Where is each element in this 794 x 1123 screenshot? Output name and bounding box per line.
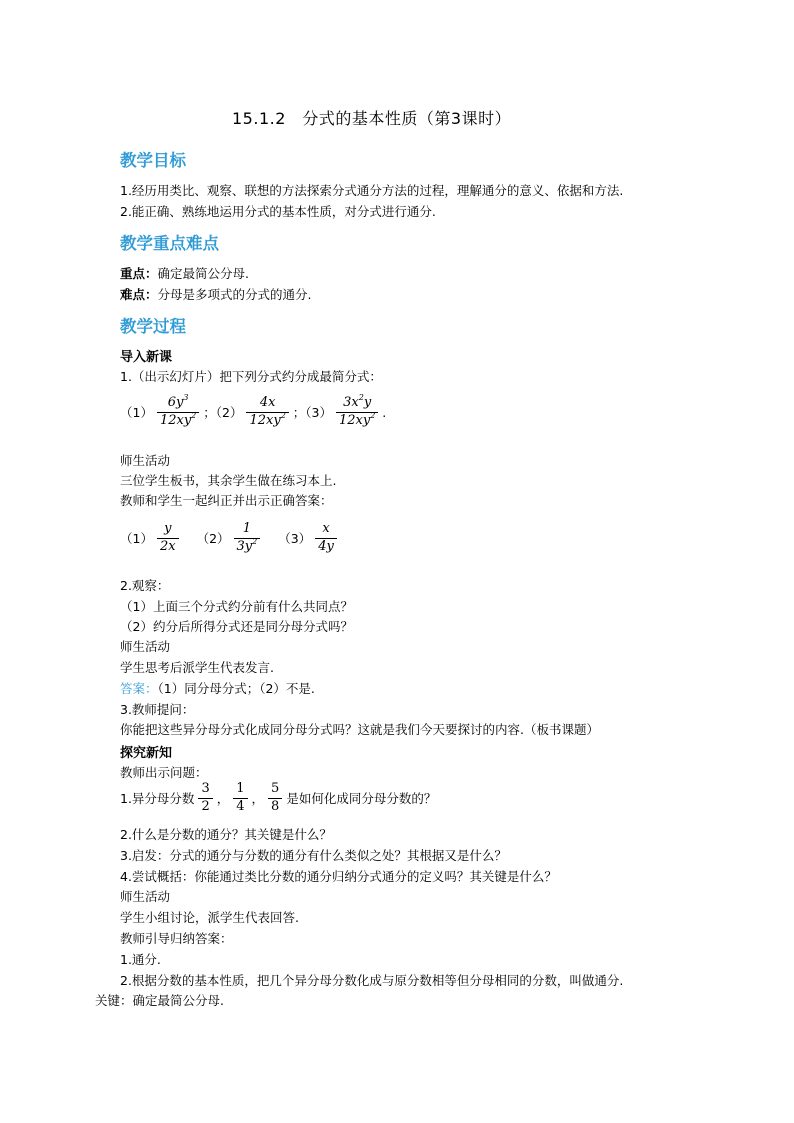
number-fraction-3: $\frac{5}{8}$ xyxy=(268,782,282,815)
fraction-1: $\frac{6y^3}{12xy^2}$ xyxy=(157,396,199,429)
activity-line-b: 教师和学生一起纠正并出示正确答案： xyxy=(120,493,333,508)
key-label: 重点： xyxy=(120,266,158,281)
question-2-b: （2）约分后所得分式还是同分母分式吗？ xyxy=(120,619,353,634)
question-2-a: （1）上面三个分式约分前有什么共同点？ xyxy=(120,599,353,614)
activity-line-e: 教师引导归纳答案： xyxy=(120,931,233,946)
goal-item-1: 1.经历用类比、观察、联想的方法探索分式通分方法的过程，理解通分的意义、依据和方法. xyxy=(120,183,624,198)
explore-line-show: 教师出示问题： xyxy=(120,765,208,780)
activity-line-d: 学生小组讨论，派学生代表回答. xyxy=(120,910,299,925)
diff-label: 难点： xyxy=(120,287,158,302)
fraction-end: . xyxy=(382,404,387,420)
answer-fraction-1: $\frac{y}{2x}$ xyxy=(157,522,179,555)
explore-q1-prefix: 1.异分母分数 xyxy=(120,791,195,807)
goal-item-2: 2.能正确、熟练地运用分式的基本性质，对分式进行通分. xyxy=(120,204,436,219)
separator-3: ；（3） xyxy=(292,405,332,421)
intro-question-1: 1.（出示幻灯片）把下列分式约分成最简分式： xyxy=(120,369,382,384)
result-1: 1.通分. xyxy=(120,952,161,967)
subheading-explore: 探究新知 xyxy=(120,746,173,761)
answers-row xyxy=(120,522,341,555)
explore-q1-suffix: 是如何化成同分母分数的？ xyxy=(286,791,437,807)
activity-line-a: 三位学生板书，其余学生做在练习本上. xyxy=(120,473,337,488)
diff-text: 分母是多项式的分式的通分. xyxy=(157,287,312,302)
question-3-text: 你能把这些异分母分式化成同分母分式吗？这就是我们今天要探讨的内容.（板书课题） xyxy=(120,722,599,737)
number-fraction-2: $\frac{1}{4}$ xyxy=(233,782,247,815)
key-text: 确定最简公分母. xyxy=(157,266,249,281)
answer-line xyxy=(120,679,315,697)
explore-question-1 xyxy=(120,782,436,815)
explore-q1-comma-1: ， xyxy=(216,791,230,807)
explore-question-3: 3.启发：分式的通分与分数的通分有什么类似之处？其根据又是什么？ xyxy=(120,848,507,863)
answer-label-3: （3） xyxy=(278,531,312,547)
explore-question-4: 4.尝试概括：你能通过类比分数的通分归纳分式通分的定义吗？其关键是什么？ xyxy=(120,869,557,884)
answer-text: （1）同分母分式；（2）不是. xyxy=(157,681,315,696)
key-point xyxy=(120,264,249,282)
difficult-point xyxy=(120,285,312,303)
intro-question-3: 3.教师提问： xyxy=(120,702,195,717)
heading-process: 教学过程 xyxy=(120,317,186,336)
result-2: 2.根据分数的基本性质，把几个异分母分数化成与原分数相等但分母相同的分数，叫做通分. xyxy=(120,973,624,988)
activity-label-2: 师生活动 xyxy=(120,639,171,654)
explore-question-2: 2.什么是分数的通分？其关键是什么？ xyxy=(120,827,332,842)
activity-label-1: 师生活动 xyxy=(120,453,171,468)
subheading-intro: 导入新课 xyxy=(120,350,173,365)
page-title: 15.1.2 分式的基本性质（第3课时） xyxy=(232,109,512,128)
fraction-3: $\frac{3x^2y}{12xy^2}$ xyxy=(336,396,378,429)
explore-q1-comma-2: ， xyxy=(251,791,265,807)
answer-fraction-3: $\frac{x}{4y}$ xyxy=(315,522,337,555)
answer-label-2: （2） xyxy=(196,531,230,547)
answer-label: 答案： xyxy=(120,681,158,696)
answer-label-1: （1） xyxy=(120,531,153,547)
separator-2: ；（2） xyxy=(203,405,243,421)
activity-line-c: 学生思考后派学生代表发言. xyxy=(120,660,274,675)
number-fraction-1: $\frac{3}{2}$ xyxy=(198,782,212,815)
intro-question-2: 2.观察： xyxy=(120,578,170,593)
simplify-fractions-row xyxy=(120,393,387,429)
heading-goals: 教学目标 xyxy=(120,151,186,170)
activity-label-3: 师生活动 xyxy=(120,889,171,904)
fraction-2: $\frac{4x}{12xy^2}$ xyxy=(246,396,288,429)
label-1: （1） xyxy=(120,405,153,421)
answer-fraction-2: $\frac{1}{3y^2}$ xyxy=(234,522,261,555)
heading-keypoints: 教学重点难点 xyxy=(120,234,219,253)
result-3: 关键：确定最简公分母. xyxy=(95,993,224,1008)
